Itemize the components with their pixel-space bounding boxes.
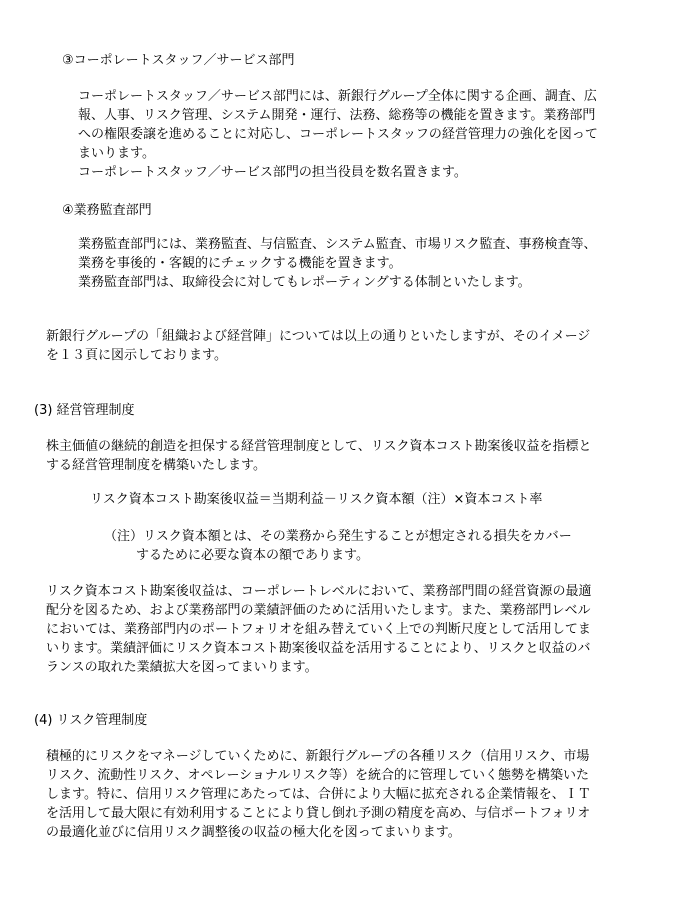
section-heading-audit: ④業務監査部門: [62, 203, 152, 218]
formula: リスク資本コスト勘案後収益＝当期利益－リスク資本額（注）×資本コスト率: [90, 492, 543, 507]
paragraph-line: の最適化並びに信用リスク調整後の収益の極大化を図ってまいります。: [46, 825, 461, 840]
paragraph-line: 新銀行グループの「組織および経営陣」については以上の通りといたしますが、そのイメージ: [46, 329, 591, 344]
paragraph-line: 配分を図るため、および業務部門の業績評価のために活用いたします。また、業務部門レベル: [46, 603, 591, 618]
paragraph-line: いります。業績評価にリスク資本コスト勘案後収益を活用することにより、リスクと収益のバ: [46, 641, 591, 656]
paragraph-line: リスク、流動性リスク、オペレーショナルリスク等）を統合的に管理していく態勢を構築いた: [46, 768, 590, 783]
paragraph-line: コーポレートスタッフ／サービス部門には、新銀行グループ全体に関する企画、調査、広: [78, 89, 597, 104]
paragraph-line: を活用して最大限に有効利用することにより貸し倒れ予測の精度を高め、与信ポートフォリオ: [46, 806, 591, 821]
paragraph-line: 業務を事後的・客観的にチェックする機能を置きます。: [78, 256, 402, 271]
note-line: するために必要な資本の額であります。: [136, 548, 369, 563]
paragraph-line: においては、業務部門内のポートフォリオを組み替えていく上での判断尺度として活用してま: [46, 622, 591, 637]
section-heading-corporate-staff: ③コーポレートスタッフ／サービス部門: [62, 53, 295, 68]
paragraph-line: コーポレートスタッフ／サービス部門の担当役員を数名置きます。: [78, 165, 467, 180]
paragraph-line: 業務監査部門には、業務監査、与信監査、システム監査、市場リスク監査、事務検査等、: [78, 237, 597, 252]
section-heading-management-system: (3) 経営管理制度: [34, 403, 135, 418]
paragraph-line: ランスの取れた業績拡大を図ってまいります。: [46, 660, 318, 675]
note-line: （注）リスク資本額とは、その業務から発生することが想定される損失をカバー: [104, 529, 572, 544]
paragraph-line: 積極的にリスクをマネージしていくために、新銀行グループの各種リスク（信用リスク、市場: [46, 749, 590, 764]
paragraph-line: リスク資本コスト勘案後収益は、コーポレートレベルにおいて、業務部門間の経営資源の最適: [46, 584, 592, 599]
paragraph-line: を１３頁に図示しております。: [46, 348, 227, 363]
paragraph-line: への権限委譲を進めることに対応し、コーポレートスタッフの経営管理力の強化を図って: [78, 127, 598, 142]
paragraph-line: する経営管理制度を構築いたします。: [46, 458, 266, 473]
section-heading-risk-management: (4) リスク管理制度: [34, 713, 148, 728]
paragraph-line: 報、人事、リスク管理、システム開発・運行、法務、総務等の機能を置きます。業務部門: [78, 108, 596, 123]
paragraph-line: 株主価値の継続的創造を担保する経営管理制度として、リスク資本コスト勘案後収益を指標と: [46, 439, 592, 454]
paragraph-line: まいります。: [78, 146, 155, 161]
paragraph-line: します。特に、信用リスク管理にあたっては、合併により大幅に拡充される企業情報を、ＩＴ: [46, 787, 591, 802]
paragraph-line: 業務監査部門は、取締役会に対してもレポーティングする体制といたします。: [78, 275, 531, 290]
